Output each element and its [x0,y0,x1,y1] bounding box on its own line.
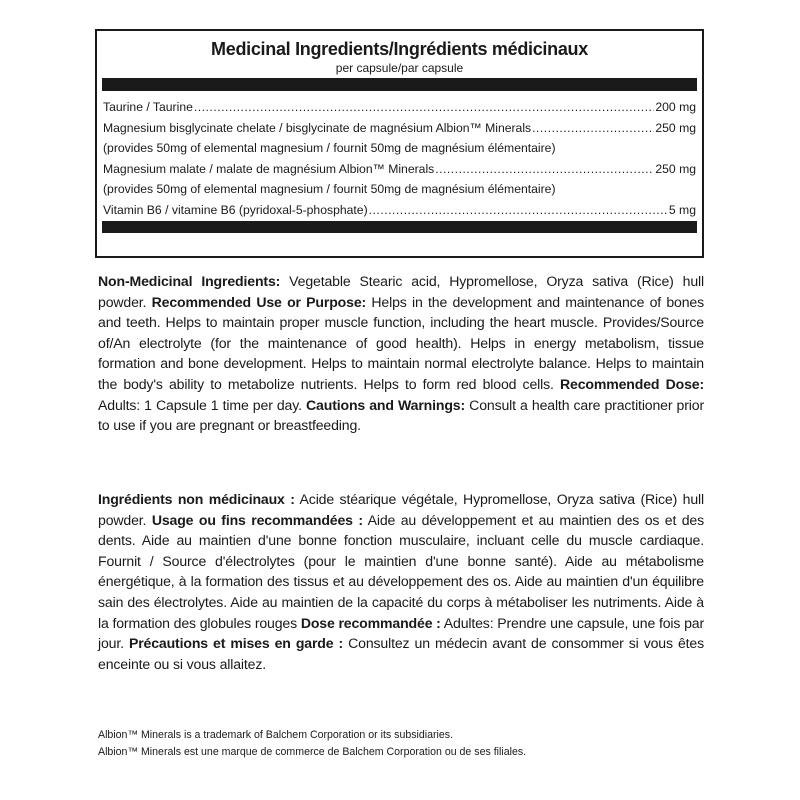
bottom-divider-bar [102,221,697,233]
ingredient-name: Vitamin B6 / vitamine B6 (pyridoxal-5-phosphate) [103,202,368,217]
leader-dots [194,97,654,118]
non-medicinal-heading: Non-Medicinal Ingredients: [98,273,281,289]
trademark-line-fr: Albion™ Minerals est une marque de commerce de Balchem Corporation ou de ses filiales. [98,745,527,758]
recommended-dose-heading-fr: Dose recommandée : [300,614,441,631]
ingredient-amount: 5 mg [668,202,696,217]
cautions-heading-fr: Précautions et mises en garde : [128,635,344,652]
leader-dots [369,200,668,221]
recommended-dose-heading: Recommended Dose: [559,375,704,392]
non-medicinal-text-fr: Acide stéarique végétale, Hypromellose, Oryza sativa (Rice) hull powder. [98,491,704,528]
ingredient-name: Magnesium malate / malate de magnésium Albion™ Minerals [103,161,435,176]
ingredient-row [103,118,696,139]
cautions-text-fr: Consultez un médecin avant de consommer si vous êtes enceinte ou si vous allaitez. [98,635,704,672]
ingredient-name: Taurine / Taurine [103,100,193,114]
ingredient-note: (provides 50mg of elemental magnesium / fournit 50mg de magnésium élémentaire) [103,182,556,196]
ingredient-row [103,200,696,221]
ingredient-amount: 200 mg [655,100,696,114]
non-medicinal-heading-fr: Ingrédients non médicinaux : [98,491,295,507]
recommended-use-heading: Recommended Use or Purpose: [151,293,367,310]
recommended-use-text-fr: Aide au développement et au maintien des os et des dents. Aide au maintien d'une bonne fonction musculaire, incluant celle du muscle cardiaque. Fournit / Source d'électrolytes (pour le maintien d'une bonne santé). Aide au métabolisme énergétique, à la formation des tissus et au développement des os. Aide au maintien d'un équilibre sain des électrolytes. Aide au maintien de la capacité du corps à métaboliser les nutriments. Aide à la formation des globules rouges [98,511,705,631]
leader-dots [435,159,654,180]
recommended-use-text: Helps in the development and maintenance of bones and teeth. Helps to maintain proper muscle function, including the heart muscle. Provides/Source of/An electrolyte (for the maintenance of good health). Helps in energy metabolism, tissue formation and bone development. Helps to maintain normal electrolyte balance. Helps to maintain the body's ability to metabolize nutrients. Helps to form red blood cells. [98,293,705,392]
english-label-text [98,271,704,436]
cautions-text: Consult a health care practitioner prior to use if you are pregnant or breastfeeding. [98,396,704,434]
ingredient-amount: 250 mg [655,120,696,135]
ingredient-row [103,97,696,118]
panel-subtitle: per capsule/par capsule [335,61,464,75]
panel-title: Medicinal Ingredients/Ingrédients médicinaux [211,39,588,59]
trademark-footer [98,727,718,760]
recommended-dose-text-fr: Adultes: Prendre une capsule, une fois par jour. [98,614,705,652]
ingredient-note: (provides 50mg of elemental magnesium / fournit 50mg de magnésium élémentaire) [103,141,556,155]
medicinal-ingredients-panel [95,29,704,258]
ingredient-row [103,159,696,180]
cautions-heading: Cautions and Warnings: [306,396,466,413]
recommended-use-heading-fr: Usage ou fins recommandées : [151,511,363,528]
ingredient-amount: 250 mg [655,161,696,176]
top-divider-bar [102,78,697,91]
non-medicinal-text: Vegetable Stearic acid, Hypromellose, Oryza sativa (Rice) hull powder. [98,273,704,310]
french-label-text [98,489,704,674]
recommended-dose-text: Adults: 1 Capsule 1 time per day. [98,396,307,413]
leader-dots [532,118,654,139]
ingredient-name: Magnesium bisglycinate chelate / bisglycinate de magnésium Albion™ Minerals [103,120,532,135]
ingredient-list [103,97,696,220]
trademark-line-en: Albion™ Minerals is a trademark of Balchem Corporation or its subsidiaries. [98,729,454,741]
